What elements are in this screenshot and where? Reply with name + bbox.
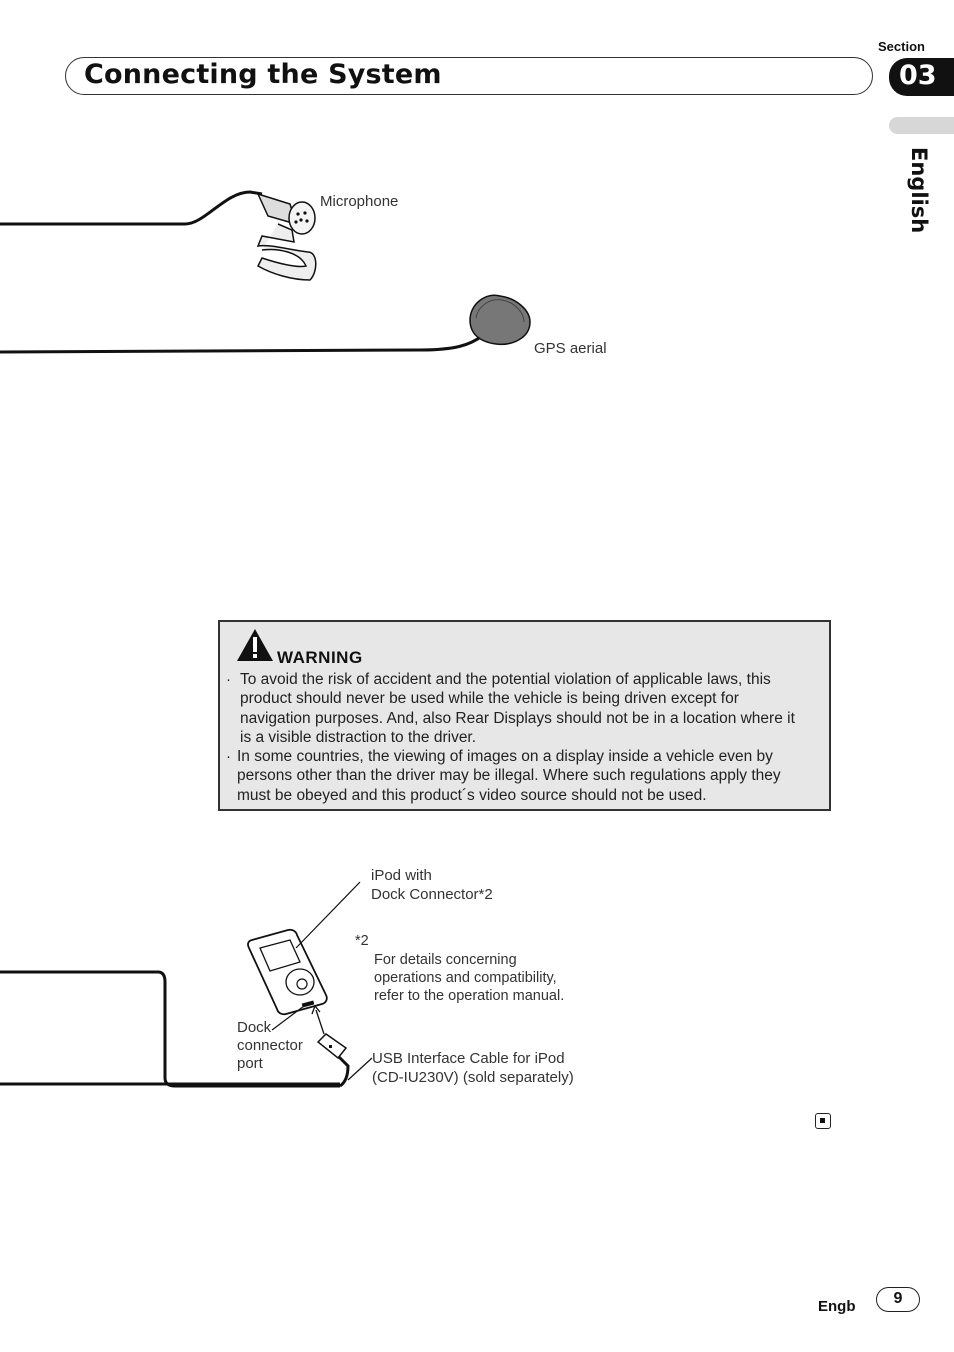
usb-connector-icon bbox=[318, 1034, 346, 1058]
ipod-icon bbox=[248, 930, 327, 1015]
warning-bullet-1: · bbox=[226, 671, 231, 688]
language-tab bbox=[889, 117, 954, 134]
gps-cable bbox=[0, 336, 482, 352]
warning-icon bbox=[235, 627, 275, 663]
footer-language-code: Engb bbox=[818, 1298, 856, 1315]
ipod-connection-diagram bbox=[0, 870, 420, 1100]
microphone-gps-diagram bbox=[0, 180, 560, 370]
usb-cable bbox=[338, 1056, 348, 1086]
section-number: 03 bbox=[899, 60, 937, 91]
microphone-icon bbox=[258, 194, 316, 280]
end-of-section-icon bbox=[815, 1113, 831, 1129]
ipod-note: For details concerning operations and compatibility, refer to the operation manual. bbox=[374, 952, 565, 1004]
warning-bullet-2: · bbox=[226, 748, 231, 765]
gps-aerial-label: GPS aerial bbox=[534, 340, 607, 357]
page-number: 9 bbox=[893, 1290, 903, 1307]
warning-item-1: To avoid the risk of accident and the potential violation of applicable laws, this product should never be used while the vehicle is being driven except for navigation purposes. And, also Rear Displays should not be in a location where it is a visible distraction to the driver. bbox=[240, 671, 795, 746]
usb-cable-label: USB Interface Cable for iPod (CD-IU230V) (sold separately) bbox=[372, 1050, 574, 1086]
note-mark: *2 bbox=[355, 933, 369, 949]
warning-title: WARNING bbox=[277, 648, 363, 667]
microphone-label: Microphone bbox=[320, 193, 399, 210]
section-label: Section bbox=[878, 39, 925, 54]
warning-item-2: In some countries, the viewing of images on a display inside a vehicle even by persons other than the driver may be illegal. Where such regulations apply they must be obeyed and this product´s video source should not be used. bbox=[237, 748, 781, 804]
microphone-cable bbox=[0, 192, 262, 224]
ipod-label: iPod with Dock Connector*2 bbox=[371, 867, 493, 903]
dock-connector-label: Dock connector port bbox=[237, 1019, 303, 1072]
page-title: Connecting the System bbox=[84, 59, 442, 90]
gps-aerial-icon bbox=[470, 295, 530, 344]
language-label: English bbox=[907, 147, 931, 234]
